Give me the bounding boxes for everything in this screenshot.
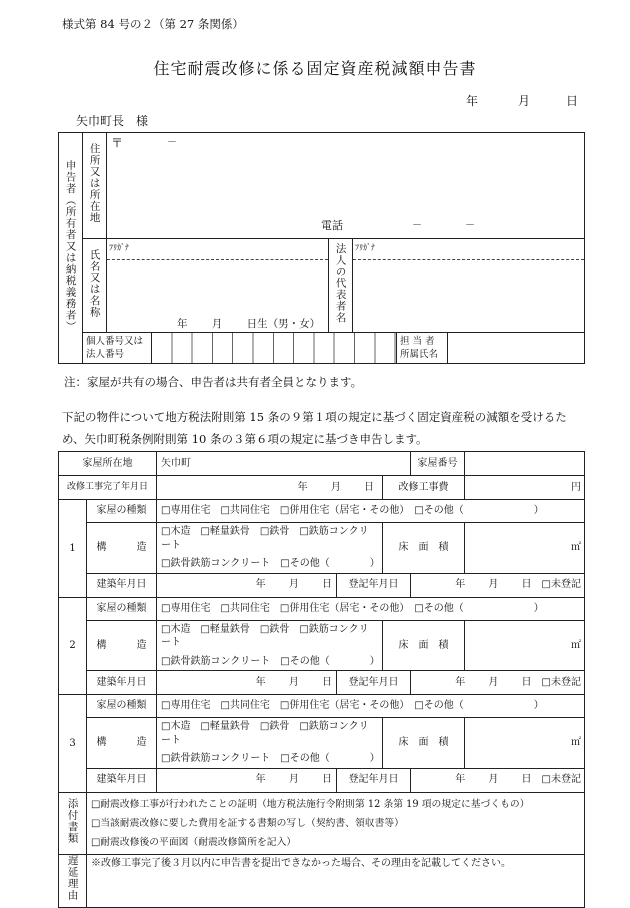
staff-field[interactable]: [448, 333, 584, 363]
completion-label: 改修工事完了年月日: [59, 476, 157, 500]
structure-line-2: □鉄骨鉄筋コンクリート □その他（ ）: [161, 558, 380, 569]
reg-date[interactable]: 年 月 日 □未登記: [411, 768, 585, 792]
location-label: 家屋所在地: [59, 452, 157, 476]
structure-line-1: □木造 □軽量鉄骨 □鉄骨 □鉄筋コンクリート: [161, 721, 369, 746]
unregistered-checkbox[interactable]: □未登記: [541, 774, 581, 786]
rep-name-field[interactable]: [353, 239, 585, 333]
structure-label: 構 造: [87, 523, 157, 574]
postal-dash: －: [167, 137, 177, 148]
page-title: 住宅耐震改修に係る固定資産税減額申告書: [153, 59, 477, 78]
floor-label: 床 面 積: [383, 620, 465, 671]
block-number: 1: [59, 500, 87, 598]
kind-label: 家屋の種類: [87, 500, 157, 523]
structure-line-2: □鉄骨鉄筋コンクリート □その他（ ）: [161, 655, 380, 667]
reg-label: 登記年月日: [337, 573, 411, 597]
kind-options[interactable]: □専用住宅 □共同住宅 □併用住宅（居宅・その他） □その他（ ）: [157, 695, 585, 718]
floor-label: 床 面 積: [383, 523, 465, 574]
floor-label: 床 面 積: [383, 718, 465, 769]
form-number: 様式第 84 号の２（第 27 条関係）: [62, 17, 244, 31]
structure-label: 構 造: [87, 620, 157, 671]
declaration-paragraph: 下記の物件について地方税法附則第 15 条の９第１項の規定に基づく固定資産税の減額を受けるため、矢巾町税条例附則第 10 条の３第６項の規定に基づき申告します。: [62, 410, 567, 446]
kind-label: 家屋の種類: [87, 695, 157, 718]
owner-note: 注：家屋が共有の場合、申告者は共有者全員となります。: [64, 375, 363, 389]
id-row: [83, 333, 585, 364]
address-label: 住所又は所在地: [83, 133, 107, 239]
cost-field[interactable]: 円: [465, 476, 585, 500]
reg-label: 登記年月日: [337, 768, 411, 792]
cost-label: 改修工事費: [383, 476, 465, 500]
phone-dash-1: －: [412, 220, 422, 231]
kind-options[interactable]: □専用住宅 □共同住宅 □併用住宅（居宅・その他） □その他（ ）: [157, 500, 585, 523]
kind-options[interactable]: □専用住宅 □共同住宅 □併用住宅（居宅・その他） □その他（ ）: [157, 597, 585, 620]
applicant-table: [58, 132, 585, 364]
built-date[interactable]: 年 月 日: [157, 671, 337, 695]
structure-options[interactable]: [157, 620, 383, 671]
structure-label: 構 造: [87, 718, 157, 769]
attachment-item[interactable]: □耐震改修工事が行われたことの証明（地方税法施行令附則第 12 条第 19 項の規定に基づくもの）: [91, 798, 530, 810]
name-label: 氏名又は名称: [83, 239, 107, 333]
structure-options[interactable]: [157, 718, 383, 769]
date-year[interactable]: 年: [466, 94, 479, 108]
structure-line-2: □鉄骨鉄筋コンクリート □その他（ ）: [161, 753, 380, 764]
attachments-label: 添付書類: [59, 792, 87, 854]
built-label: 建築年月日: [87, 768, 157, 792]
staff-label: 担 当 者所属氏名: [397, 333, 448, 363]
completion-date[interactable]: 年 月 日: [157, 476, 383, 500]
structure-line-1: □木造 □軽量鉄骨 □鉄骨 □鉄筋コンクリート: [161, 623, 369, 648]
location-value[interactable]: 矢巾町: [157, 452, 411, 476]
built-date[interactable]: 年 月 日: [157, 768, 337, 792]
delay-field[interactable]: ※改修工事完了後３月以内に申告書を提出できなかった場合、その理由を記載してください。: [87, 854, 585, 907]
property-table: [58, 451, 585, 908]
phone-dash-2: －: [465, 220, 475, 231]
attachment-item[interactable]: □当該耐震改修に要した費用を証する書類の写し（契約書、領収書等）: [91, 817, 404, 829]
attachments-list: [87, 792, 585, 854]
furigana-label-2: ﾌﾘｶﾞﾅ: [355, 243, 375, 252]
id-label: 個人番号又は法人番号: [83, 333, 152, 363]
block-number: 2: [59, 597, 87, 695]
phone-label: 電話: [321, 219, 343, 232]
reg-date[interactable]: 年 月 日 □未登記: [411, 671, 585, 695]
furigana-label: ﾌﾘｶﾞﾅ: [109, 243, 129, 252]
delay-label: 遅延理由: [59, 854, 87, 907]
date-day[interactable]: 日: [566, 94, 579, 108]
kind-label: 家屋の種類: [87, 597, 157, 620]
reg-date[interactable]: 年 月 日 □未登記: [411, 573, 585, 597]
attachment-item[interactable]: □耐震改修後の平面図（耐震改修箇所を記入）: [91, 836, 297, 848]
id-number-boxes[interactable]: [152, 333, 397, 363]
floor-field[interactable]: ㎡: [465, 718, 585, 769]
unregistered-checkbox[interactable]: □未登記: [541, 676, 581, 688]
applicant-section-label: 申告者（所有者又は納税義務者）: [59, 133, 83, 364]
postal-mark: 〒: [111, 136, 124, 150]
structure-line-1: □木造 □軽量鉄骨 □鉄骨 □鉄筋コンクリート: [161, 526, 369, 551]
unregistered-checkbox[interactable]: □未登記: [541, 579, 581, 591]
date-month[interactable]: 月: [518, 94, 531, 108]
floor-field[interactable]: ㎡: [465, 523, 585, 574]
address-field[interactable]: [107, 133, 585, 239]
block-number: 3: [59, 695, 87, 793]
house-no-label: 家屋番号: [411, 452, 465, 476]
built-label: 建築年月日: [87, 573, 157, 597]
rep-label: 法人の代表者名: [329, 239, 353, 333]
floor-field[interactable]: ㎡: [465, 620, 585, 671]
house-no-field[interactable]: [465, 452, 585, 476]
addressee: 矢巾町長 様: [76, 114, 149, 128]
reg-label: 登記年月日: [337, 671, 411, 695]
name-field[interactable]: [107, 239, 329, 333]
birth-date[interactable]: 年 月 日生（男・女）: [177, 318, 321, 330]
structure-options[interactable]: [157, 523, 383, 574]
built-label: 建築年月日: [87, 671, 157, 695]
built-date[interactable]: 年 月 日: [157, 573, 337, 597]
